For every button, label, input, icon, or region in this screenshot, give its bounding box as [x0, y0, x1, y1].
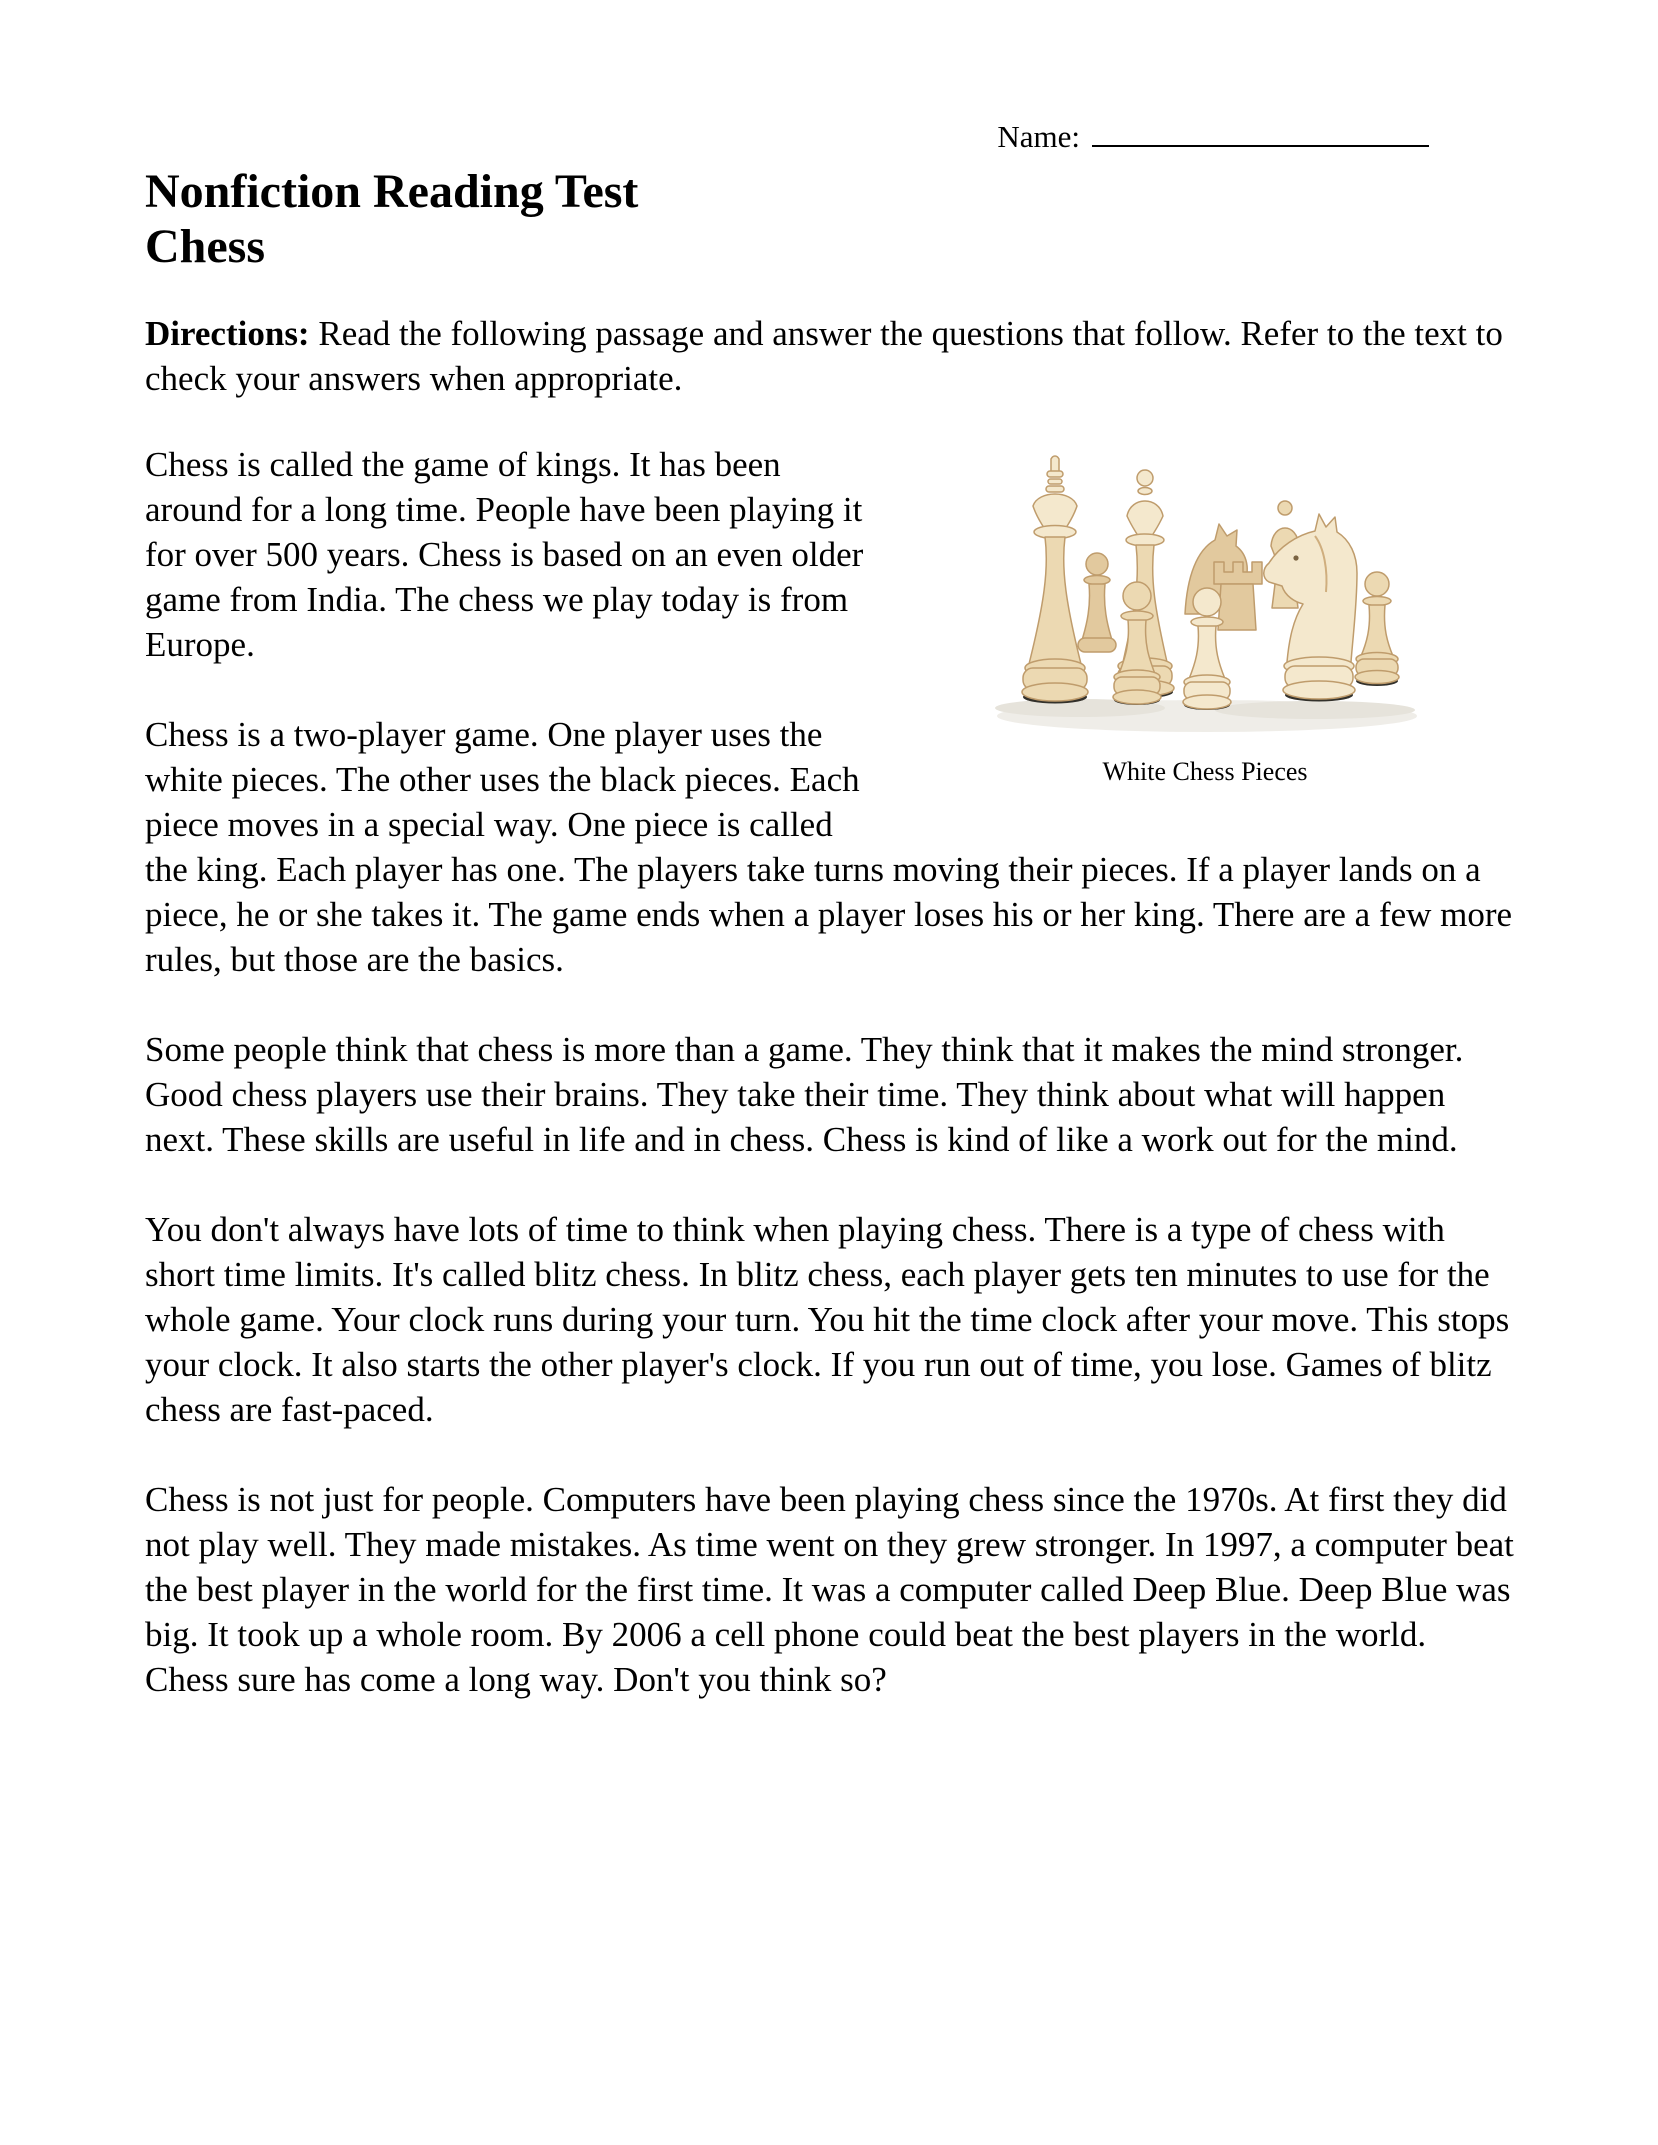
passage-paragraph-1: Chess is called the game of kings. It has been around for a long time. People have been playing it for over 500 years. Chess is based on an even older game from India. The chess we play today is from Europe. [145, 445, 864, 664]
chess-figure [895, 444, 1515, 788]
passage-paragraph-4: You don't always have lots of time to think when playing chess. There is a type of chess with short time limits. It's called blitz chess. In blitz chess, each player gets ten minutes to use for the whole game. Your clock runs during your turn. You hit the time clock after your move. This stops your clock. It also starts the other player's clock. If you run out of time, you lose. Games of blitz chess are fast-paced. [145, 1210, 1510, 1429]
passage-paragraph-5: Chess is not just for people. Computers have been playing chess since the 1970s. At first they did not play well. They made mistakes. As time went on they grew stronger. In 1997, a computer beat the best player in the world for the first time. It was a computer called Deep Blue. Deep Blue was big. It took up a whole room. By 2006 a cell phone could beat the best players in the world. Chess sure has come a long way. Don't you think so? [145, 1480, 1514, 1699]
king-piece [1022, 456, 1088, 704]
background-pawn-piece [1078, 553, 1116, 652]
page-title [145, 164, 1515, 274]
passage-paragraph-3: Some people think that chess is more than a game. They think that it makes the mind stronger. Good chess players use their brains. They take their time. They think about what will happen next. These skills are useful in life and in chess. Chess is kind of like a work out for the mind. [145, 1030, 1464, 1159]
right-pawn-piece [1355, 572, 1399, 686]
passage [145, 442, 1515, 1702]
white-chess-pieces-photo [985, 444, 1425, 744]
passage-paragraph-2: Chess is a two-player game. One player uses the white pieces. The other uses the black pieces. Each piece moves in a special way. One piece is called the king. Each player has one. The players take turns moving their pieces. If a player lands on a piece, he or she takes it. The game ends when a player loses his or her king. There are a few more rules, but those are the basics. [145, 715, 1513, 979]
name-row [145, 116, 1515, 158]
figure-caption: White Chess Pieces [1102, 757, 1308, 786]
name-label: Name: [997, 119, 1080, 154]
directions [145, 311, 1515, 401]
directions-text: Read the following passage and answer the questions that follow. Refer to the text to check your answers when appropriate. [145, 314, 1503, 398]
name-blank-line[interactable] [1092, 141, 1429, 147]
title-line-1: Nonfiction Reading Test [145, 165, 639, 218]
directions-label: Directions: [145, 314, 310, 353]
title-line-2: Chess [145, 220, 266, 273]
